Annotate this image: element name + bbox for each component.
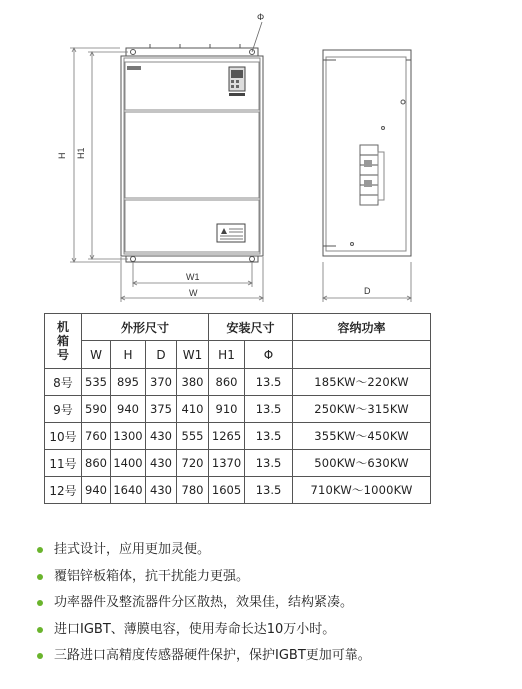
cell-phi: 13.5	[245, 369, 293, 396]
table-header-row	[45, 314, 431, 341]
cell-power: 355KW～450KW	[293, 423, 431, 450]
cell-h: 1400	[111, 450, 146, 477]
table-row	[45, 450, 431, 477]
cell-w1: 380	[177, 369, 209, 396]
cell-power: 250KW～315KW	[293, 396, 431, 423]
cell-phi: 13.5	[245, 477, 293, 504]
cell-model: 10号	[45, 423, 82, 450]
feature-text: 挂式设计，应用更加灵便。	[54, 542, 211, 557]
cell-d: 370	[146, 369, 177, 396]
cell-model: 8号	[45, 369, 82, 396]
subheader-w: W	[82, 341, 111, 369]
table-row	[45, 477, 431, 504]
bullet-dot-icon	[37, 600, 43, 606]
dimension-drawings	[0, 0, 522, 310]
cell-w1: 410	[177, 396, 209, 423]
install-dimensions-header: 安装尺寸	[209, 314, 293, 341]
cell-h1: 860	[209, 369, 245, 396]
cell-h1: 1370	[209, 450, 245, 477]
h-dimension-label: H	[57, 152, 67, 159]
w-dimension-label: W	[189, 288, 198, 298]
dimension-spec-table	[44, 313, 431, 504]
cell-w: 535	[82, 369, 111, 396]
capacity-header: 容纳功率	[293, 314, 431, 341]
list-item	[36, 620, 371, 647]
phi-dimension-label: Φ	[257, 12, 265, 22]
cell-h: 895	[111, 369, 146, 396]
table-row	[45, 423, 431, 450]
side-view-drawing	[323, 50, 411, 302]
cell-phi: 13.5	[245, 450, 293, 477]
cell-h1: 910	[209, 396, 245, 423]
subheader-h1: H1	[209, 341, 245, 369]
cell-w1: 555	[177, 423, 209, 450]
model-column-header-text: 机箱号	[56, 320, 69, 362]
cell-power: 710KW～1000KW	[293, 477, 431, 504]
cell-w1: 780	[177, 477, 209, 504]
feature-text: 进口IGBT、薄膜电容，使用寿命长达10万小时。	[54, 621, 336, 637]
cell-phi: 13.5	[245, 423, 293, 450]
list-item	[36, 567, 371, 594]
cell-w: 590	[82, 396, 111, 423]
bullet-dot-icon	[37, 627, 43, 633]
cell-w1: 720	[177, 450, 209, 477]
cell-w: 860	[82, 450, 111, 477]
cell-h: 940	[111, 396, 146, 423]
cell-power: 500KW～630KW	[293, 450, 431, 477]
h1-dimension-label: H1	[76, 147, 86, 159]
cell-model: 12号	[45, 477, 82, 504]
w1-dimension-label: W1	[186, 272, 200, 282]
cell-d: 430	[146, 423, 177, 450]
bullet-dot-icon	[37, 574, 43, 580]
list-item	[36, 646, 371, 673]
bullet-dot-icon	[37, 547, 43, 553]
subheader-w1: W1	[177, 341, 209, 369]
table-row	[45, 369, 431, 396]
d-dimension-label: D	[364, 286, 371, 296]
front-view-drawing	[121, 22, 263, 262]
feature-text: 三路进口高精度传感器硬件保护，保护IGBT更加可靠。	[54, 648, 371, 663]
cell-d: 375	[146, 396, 177, 423]
subheader-phi: Φ	[245, 341, 293, 369]
feature-list	[36, 540, 371, 673]
cell-d: 430	[146, 477, 177, 504]
table-subheader-row	[45, 341, 431, 369]
table-row	[45, 396, 431, 423]
cell-phi: 13.5	[245, 396, 293, 423]
model-column-header	[45, 314, 82, 369]
subheader-d: D	[146, 341, 177, 369]
subheader-power-empty	[293, 341, 431, 369]
feature-text: 覆铝锌板箱体，抗干扰能力更强。	[54, 568, 250, 584]
cell-model: 9号	[45, 396, 82, 423]
cell-h: 1640	[111, 477, 146, 504]
cell-h1: 1265	[209, 423, 245, 450]
subheader-h: H	[111, 341, 146, 369]
cell-model: 11号	[45, 450, 82, 477]
cell-w: 940	[82, 477, 111, 504]
list-item	[36, 540, 371, 567]
cell-w: 760	[82, 423, 111, 450]
outer-dimensions-header: 外形尺寸	[82, 314, 209, 341]
feature-text: 功率器件及整流器件分区散热，效果佳，结构紧凑。	[54, 595, 354, 610]
list-item	[36, 593, 371, 620]
cell-h1: 1605	[209, 477, 245, 504]
cell-d: 430	[146, 450, 177, 477]
cell-h: 1300	[111, 423, 146, 450]
cell-power: 185KW～220KW	[293, 369, 431, 396]
bullet-dot-icon	[37, 653, 43, 659]
